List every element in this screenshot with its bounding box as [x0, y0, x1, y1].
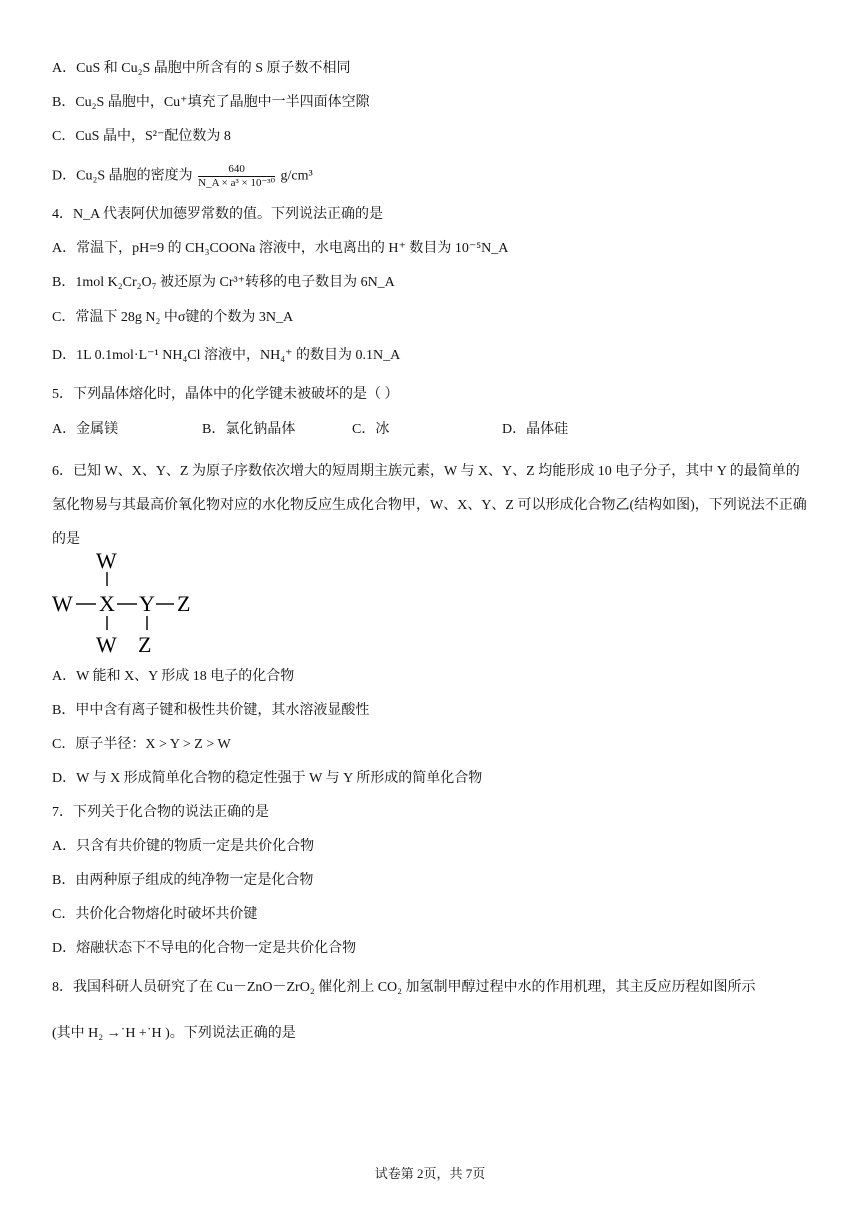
q7-option-b: B．由两种原子组成的纯净物一定是化合物 — [52, 873, 314, 888]
q4-option-b: B．1mol K₂Cr₂O₇ 被还原为 Cr³⁺转移的电子数目为 6N_A — [52, 275, 395, 290]
q5-options-row — [52, 421, 812, 439]
q7-option-c: C．共价化合物熔化时破坏共价键 — [52, 907, 258, 922]
fraction-denominator: N_A × a³ × 10⁻³⁰ — [198, 177, 276, 189]
q5-option-c: C．冰 — [352, 422, 390, 437]
q6-stem: 6．已知 W、X、Y、Z 为原子序数依次增大的短周期主族元素，W 与 X、Y、Z 均能形成 10 电子分子，其中 Y 的最简单的氢化物易与其最高价氧化物对应的水化物反应生成化合物甲，W、X、Y、Z 可以形成化合物乙(结构如图)，下列说法不正确的是 — [52, 464, 807, 547]
atom-z-right: Z — [177, 591, 191, 616]
atom-w-left: W — [52, 591, 73, 616]
q6-option-b: B．甲中含有离子键和极性共价键，其水溶液显酸性 — [52, 703, 370, 718]
q5-stem: 5．下列晶体熔化时，晶体中的化学键未被破坏的是（ ） — [52, 387, 399, 402]
q4-option-a: A．常温下，pH=9 的 CH₃COONa 溶液中，水电离出的 H⁺ 数目为 10⁻⁵N_A — [52, 241, 509, 256]
q8-stem-continued: (其中 H₂ →˙H +˙H )。下列说法正确的是 — [52, 1026, 296, 1041]
density-unit: g/cm³ — [280, 168, 313, 184]
q8-stem: 8．我国科研人员研究了在 Cu－ZnO－ZrO₂ 催化剂上 CO₂ 加氢制甲醇过程中水的作用机理，其主反应历程如图所示 — [52, 980, 756, 995]
q6-option-d: D．W 与 X 形成简单化合物的稳定性强于 W 与 Y 所形成的简单化合物 — [52, 771, 483, 786]
q7-option-d: D．熔融状态下不导电的化合物一定是共价化合物 — [52, 941, 357, 956]
atom-y: Y — [139, 591, 155, 616]
q4-option-d: D．1L 0.1mol·L⁻¹ NH₄Cl 溶液中，NH₄⁺ 的数目为 0.1N_A — [52, 348, 401, 363]
q6-option-c: C．原子半径：X > Y > Z > W — [52, 737, 231, 752]
atom-z-bottom: Z — [138, 632, 152, 657]
density-fraction — [198, 163, 275, 190]
atom-x: X — [99, 591, 115, 616]
q7-option-a: A．只含有共价键的物质一定是共价化合物 — [52, 839, 315, 854]
q3-option-a: A．CuS 和 Cu₂S 晶胞中所含有的 S 原子数不相同 — [52, 61, 351, 76]
structure-diagram — [50, 548, 210, 658]
atom-w-top: W — [96, 548, 117, 573]
page-footer: 试卷第 2页，共 7页 — [374, 1166, 486, 1181]
q5-option-a: A．金属镁 — [52, 422, 119, 437]
q5-option-b: B．氯化钠晶体 — [202, 422, 296, 437]
atom-w-bottom: W — [96, 632, 117, 657]
q3-option-c: C．CuS 晶中，S²⁻配位数为 8 — [52, 129, 231, 144]
q3-option-d-prefix: D．Cu₂S 晶胞的密度为 — [52, 168, 193, 184]
q3-option-b: B．Cu₂S 晶胞中，Cu⁺填充了晶胞中一半四面体空隙 — [52, 95, 370, 110]
fraction-numerator: 640 — [198, 163, 275, 177]
q4-stem: 4．N_A 代表阿伏加德罗常数的值。下列说法正确的是 — [52, 207, 383, 222]
q3-option-d — [52, 163, 313, 190]
q5-option-d: D．晶体硅 — [502, 422, 569, 437]
q4-option-c: C．常温下 28g N₂ 中σ键的个数为 3N_A — [52, 310, 294, 325]
q6-option-a: A．W 能和 X、Y 形成 18 电子的化合物 — [52, 669, 295, 684]
q7-stem: 7．下列关于化合物的说法正确的是 — [52, 805, 269, 820]
